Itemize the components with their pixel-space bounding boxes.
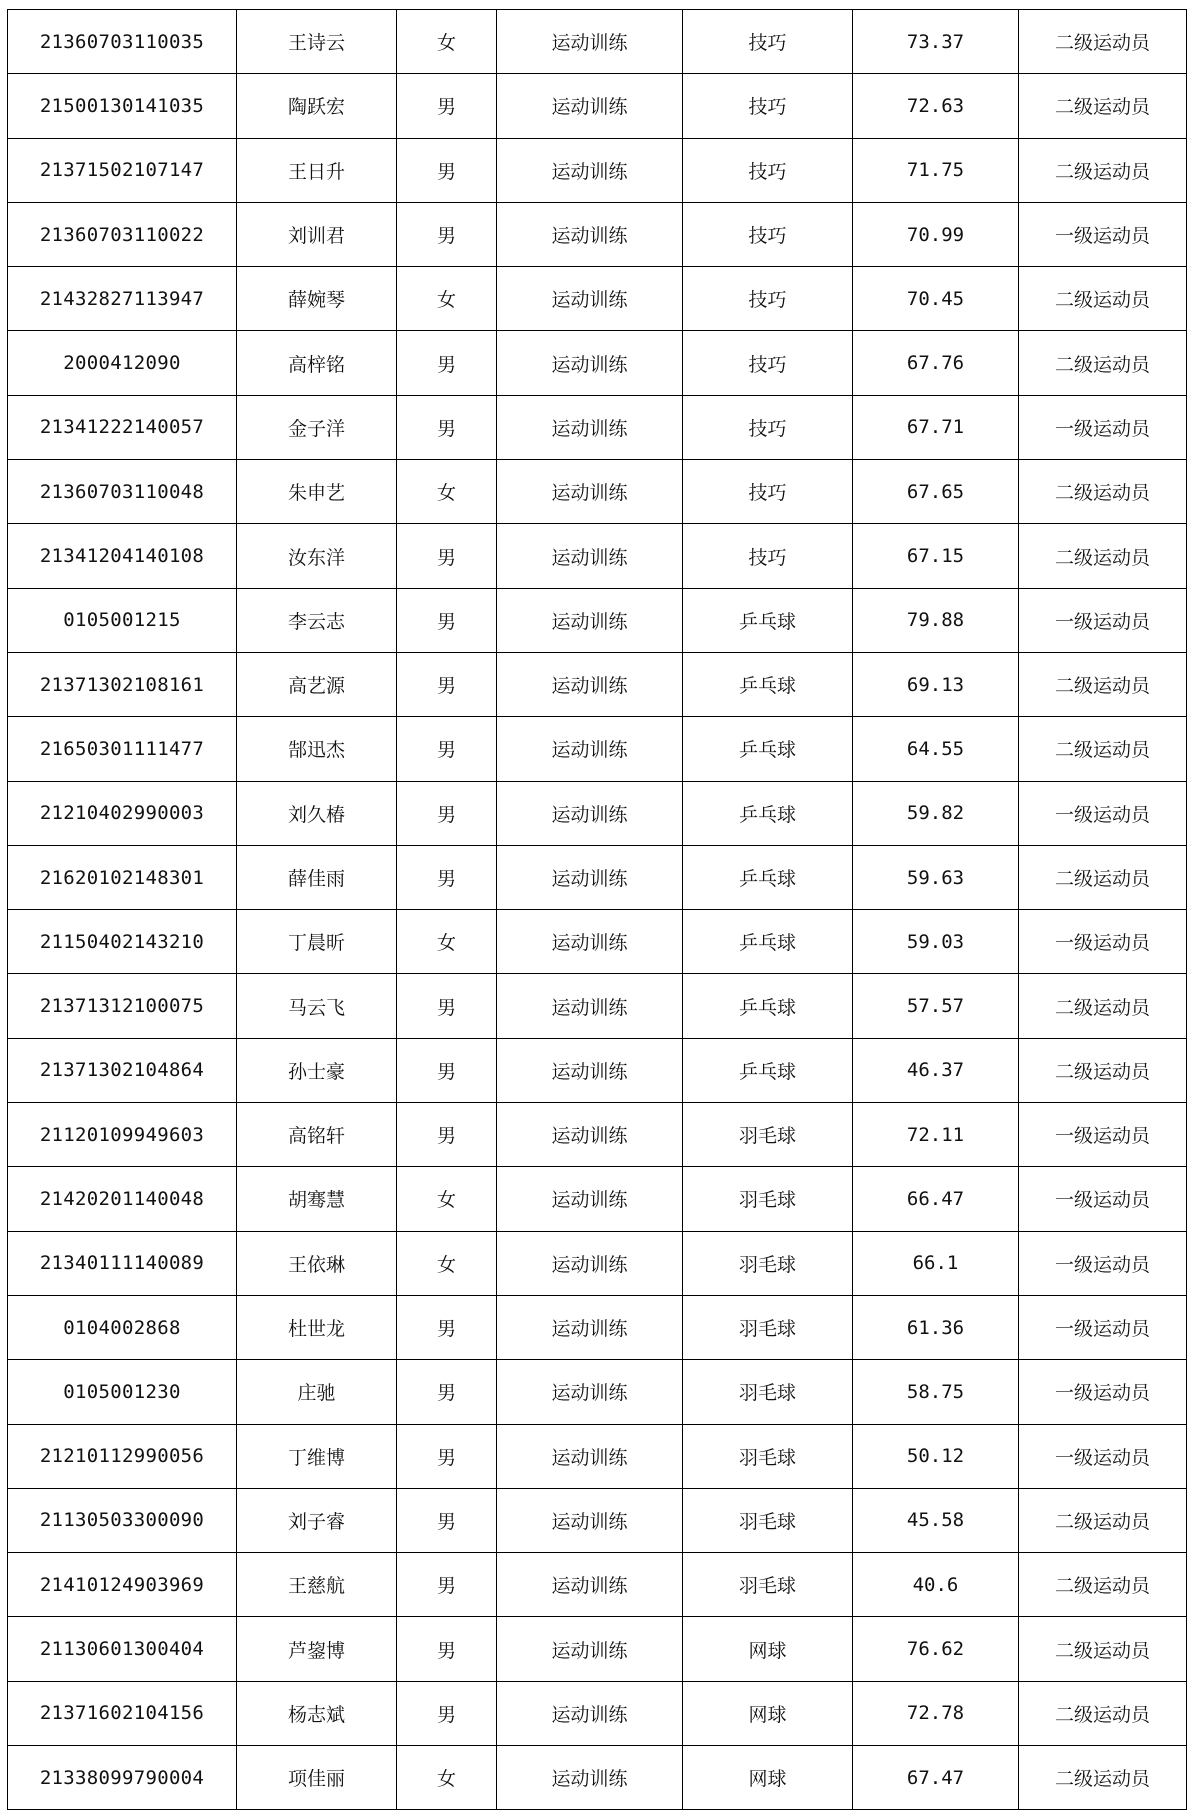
score-cell: 67.71 [853,395,1019,459]
gender-cell: 男 [397,331,497,395]
major-cell: 运动训练 [497,588,683,652]
name-cell: 芦鋆博 [237,1617,397,1681]
athlete-level-cell: 一级运动员 [1019,395,1187,459]
sport-cell: 技巧 [683,331,853,395]
major-cell: 运动训练 [497,202,683,266]
score-cell: 71.75 [853,138,1019,202]
table-row [8,202,1187,266]
gender-cell: 男 [397,1038,497,1102]
athlete-level-cell: 二级运动员 [1019,974,1187,1038]
table-row [8,1231,1187,1295]
exam-number-cell: 21371302108161 [8,652,237,716]
table-row [8,74,1187,138]
gender-cell: 男 [397,1681,497,1745]
table-row [8,138,1187,202]
sport-cell: 网球 [683,1617,853,1681]
gender-cell: 男 [397,781,497,845]
score-cell: 72.78 [853,1681,1019,1745]
athlete-level-cell: 二级运动员 [1019,1617,1187,1681]
gender-cell: 女 [397,1167,497,1231]
exam-number-cell: 21210112990056 [8,1424,237,1488]
sport-cell: 技巧 [683,395,853,459]
athlete-level-cell: 二级运动员 [1019,267,1187,331]
name-cell: 薛婉琴 [237,267,397,331]
exam-number-cell: 0104002868 [8,1295,237,1359]
athlete-level-cell: 一级运动员 [1019,588,1187,652]
name-cell: 郜迅杰 [237,717,397,781]
exam-number-cell: 21341222140057 [8,395,237,459]
gender-cell: 男 [397,1424,497,1488]
athlete-level-cell: 一级运动员 [1019,1103,1187,1167]
sport-cell: 羽毛球 [683,1103,853,1167]
table-row [8,1746,1187,1810]
gender-cell: 男 [397,845,497,909]
athlete-level-cell: 二级运动员 [1019,1038,1187,1102]
score-cell: 40.6 [853,1553,1019,1617]
athlete-level-cell: 二级运动员 [1019,845,1187,909]
exam-number-cell: 21341204140108 [8,524,237,588]
score-cell: 70.99 [853,202,1019,266]
name-cell: 高艺源 [237,652,397,716]
exam-number-cell: 21210402990003 [8,781,237,845]
major-cell: 运动训练 [497,267,683,331]
name-cell: 王日升 [237,138,397,202]
exam-number-cell: 2000412090 [8,331,237,395]
name-cell: 高铭轩 [237,1103,397,1167]
gender-cell: 男 [397,138,497,202]
gender-cell: 男 [397,1488,497,1552]
gender-cell: 男 [397,1617,497,1681]
major-cell: 运动训练 [497,1617,683,1681]
table-row [8,331,1187,395]
score-cell: 79.88 [853,588,1019,652]
name-cell: 高梓铭 [237,331,397,395]
name-cell: 杜世龙 [237,1295,397,1359]
gender-cell: 女 [397,267,497,331]
sport-cell: 乒乓球 [683,845,853,909]
admission-table [7,9,1187,1810]
gender-cell: 女 [397,460,497,524]
exam-number-cell: 21410124903969 [8,1553,237,1617]
name-cell: 王慈航 [237,1553,397,1617]
exam-number-cell: 21340111140089 [8,1231,237,1295]
gender-cell: 男 [397,717,497,781]
score-cell: 72.11 [853,1103,1019,1167]
gender-cell: 男 [397,974,497,1038]
athlete-level-cell: 一级运动员 [1019,910,1187,974]
table-row [8,910,1187,974]
name-cell: 杨志斌 [237,1681,397,1745]
major-cell: 运动训练 [497,1424,683,1488]
exam-number-cell: 21130503300090 [8,1488,237,1552]
table-row [8,1295,1187,1359]
athlete-level-cell: 二级运动员 [1019,138,1187,202]
score-cell: 67.65 [853,460,1019,524]
name-cell: 刘子睿 [237,1488,397,1552]
sport-cell: 乒乓球 [683,1038,853,1102]
exam-number-cell: 21371602104156 [8,1681,237,1745]
exam-number-cell: 21371502107147 [8,138,237,202]
name-cell: 马云飞 [237,974,397,1038]
results-sheet [7,9,1187,1810]
major-cell: 运动训练 [497,524,683,588]
table-row [8,1360,1187,1424]
score-cell: 57.57 [853,974,1019,1038]
table-row [8,845,1187,909]
major-cell: 运动训练 [497,845,683,909]
major-cell: 运动训练 [497,10,683,74]
athlete-level-cell: 一级运动员 [1019,1167,1187,1231]
sport-cell: 技巧 [683,267,853,331]
name-cell: 庄驰 [237,1360,397,1424]
score-cell: 70.45 [853,267,1019,331]
gender-cell: 男 [397,74,497,138]
major-cell: 运动训练 [497,460,683,524]
name-cell: 胡骞慧 [237,1167,397,1231]
exam-number-cell: 21500130141035 [8,74,237,138]
athlete-level-cell: 一级运动员 [1019,1295,1187,1359]
score-cell: 67.15 [853,524,1019,588]
sport-cell: 技巧 [683,524,853,588]
score-cell: 59.82 [853,781,1019,845]
table-row [8,267,1187,331]
exam-number-cell: 21360703110022 [8,202,237,266]
exam-number-cell: 21360703110048 [8,460,237,524]
score-cell: 66.1 [853,1231,1019,1295]
major-cell: 运动训练 [497,781,683,845]
score-cell: 59.63 [853,845,1019,909]
major-cell: 运动训练 [497,974,683,1038]
sport-cell: 乒乓球 [683,910,853,974]
major-cell: 运动训练 [497,910,683,974]
sport-cell: 网球 [683,1681,853,1745]
sport-cell: 乒乓球 [683,588,853,652]
gender-cell: 男 [397,652,497,716]
athlete-level-cell: 一级运动员 [1019,202,1187,266]
table-row [8,395,1187,459]
gender-cell: 男 [397,395,497,459]
name-cell: 刘训君 [237,202,397,266]
gender-cell: 女 [397,1231,497,1295]
gender-cell: 男 [397,1103,497,1167]
athlete-level-cell: 二级运动员 [1019,331,1187,395]
major-cell: 运动训练 [497,1360,683,1424]
name-cell: 陶跃宏 [237,74,397,138]
athlete-level-cell: 二级运动员 [1019,1681,1187,1745]
sport-cell: 乒乓球 [683,974,853,1038]
score-cell: 67.47 [853,1746,1019,1810]
sport-cell: 技巧 [683,74,853,138]
table-row [8,10,1187,74]
gender-cell: 男 [397,588,497,652]
name-cell: 朱申艺 [237,460,397,524]
table-row [8,1488,1187,1552]
sport-cell: 羽毛球 [683,1360,853,1424]
gender-cell: 男 [397,1553,497,1617]
name-cell: 王依琳 [237,1231,397,1295]
athlete-level-cell: 二级运动员 [1019,10,1187,74]
exam-number-cell: 21120109949603 [8,1103,237,1167]
gender-cell: 女 [397,10,497,74]
sport-cell: 乒乓球 [683,717,853,781]
exam-number-cell: 21360703110035 [8,10,237,74]
gender-cell: 男 [397,524,497,588]
table-row [8,1038,1187,1102]
score-cell: 61.36 [853,1295,1019,1359]
score-cell: 58.75 [853,1360,1019,1424]
table-row [8,524,1187,588]
table-row [8,1167,1187,1231]
exam-number-cell: 21371312100075 [8,974,237,1038]
major-cell: 运动训练 [497,1553,683,1617]
name-cell: 汝东洋 [237,524,397,588]
major-cell: 运动训练 [497,138,683,202]
major-cell: 运动训练 [497,1231,683,1295]
major-cell: 运动训练 [497,1488,683,1552]
table-row [8,1617,1187,1681]
major-cell: 运动训练 [497,395,683,459]
gender-cell: 女 [397,1746,497,1810]
athlete-level-cell: 二级运动员 [1019,717,1187,781]
table-row [8,974,1187,1038]
sport-cell: 技巧 [683,10,853,74]
athlete-level-cell: 二级运动员 [1019,524,1187,588]
score-cell: 76.62 [853,1617,1019,1681]
table-row [8,717,1187,781]
major-cell: 运动训练 [497,331,683,395]
table-row [8,460,1187,524]
athlete-level-cell: 一级运动员 [1019,1424,1187,1488]
score-cell: 73.37 [853,10,1019,74]
athlete-level-cell: 一级运动员 [1019,1231,1187,1295]
name-cell: 丁维博 [237,1424,397,1488]
major-cell: 运动训练 [497,717,683,781]
exam-number-cell: 21371302104864 [8,1038,237,1102]
sport-cell: 技巧 [683,138,853,202]
table-row [8,1553,1187,1617]
table-row [8,1424,1187,1488]
exam-number-cell: 21432827113947 [8,267,237,331]
table-row [8,652,1187,716]
table-row [8,1681,1187,1745]
exam-number-cell: 21338099790004 [8,1746,237,1810]
exam-number-cell: 0105001215 [8,588,237,652]
exam-number-cell: 0105001230 [8,1360,237,1424]
name-cell: 王诗云 [237,10,397,74]
name-cell: 金子洋 [237,395,397,459]
name-cell: 项佳丽 [237,1746,397,1810]
table-body [8,10,1187,1810]
name-cell: 刘久椿 [237,781,397,845]
sport-cell: 羽毛球 [683,1553,853,1617]
score-cell: 66.47 [853,1167,1019,1231]
athlete-level-cell: 一级运动员 [1019,1360,1187,1424]
sport-cell: 羽毛球 [683,1231,853,1295]
major-cell: 运动训练 [497,1295,683,1359]
sport-cell: 技巧 [683,202,853,266]
major-cell: 运动训练 [497,652,683,716]
exam-number-cell: 21150402143210 [8,910,237,974]
table-row [8,781,1187,845]
sport-cell: 羽毛球 [683,1295,853,1359]
score-cell: 59.03 [853,910,1019,974]
score-cell: 46.37 [853,1038,1019,1102]
sport-cell: 乒乓球 [683,652,853,716]
athlete-level-cell: 一级运动员 [1019,781,1187,845]
sport-cell: 羽毛球 [683,1167,853,1231]
sport-cell: 技巧 [683,460,853,524]
athlete-level-cell: 二级运动员 [1019,74,1187,138]
athlete-level-cell: 二级运动员 [1019,1488,1187,1552]
sport-cell: 羽毛球 [683,1488,853,1552]
athlete-level-cell: 二级运动员 [1019,1746,1187,1810]
score-cell: 72.63 [853,74,1019,138]
sport-cell: 羽毛球 [683,1424,853,1488]
athlete-level-cell: 二级运动员 [1019,652,1187,716]
athlete-level-cell: 二级运动员 [1019,1553,1187,1617]
name-cell: 薛佳雨 [237,845,397,909]
gender-cell: 男 [397,1295,497,1359]
name-cell: 李云志 [237,588,397,652]
score-cell: 64.55 [853,717,1019,781]
score-cell: 67.76 [853,331,1019,395]
gender-cell: 男 [397,202,497,266]
sport-cell: 乒乓球 [683,781,853,845]
exam-number-cell: 21130601300404 [8,1617,237,1681]
major-cell: 运动训练 [497,1167,683,1231]
gender-cell: 男 [397,1360,497,1424]
table-row [8,1103,1187,1167]
gender-cell: 女 [397,910,497,974]
score-cell: 50.12 [853,1424,1019,1488]
major-cell: 运动训练 [497,1746,683,1810]
score-cell: 45.58 [853,1488,1019,1552]
exam-number-cell: 21420201140048 [8,1167,237,1231]
major-cell: 运动训练 [497,74,683,138]
name-cell: 丁晨昕 [237,910,397,974]
exam-number-cell: 21620102148301 [8,845,237,909]
name-cell: 孙士豪 [237,1038,397,1102]
athlete-level-cell: 二级运动员 [1019,460,1187,524]
major-cell: 运动训练 [497,1038,683,1102]
major-cell: 运动训练 [497,1681,683,1745]
sport-cell: 网球 [683,1746,853,1810]
table-row [8,588,1187,652]
major-cell: 运动训练 [497,1103,683,1167]
score-cell: 69.13 [853,652,1019,716]
exam-number-cell: 21650301111477 [8,717,237,781]
